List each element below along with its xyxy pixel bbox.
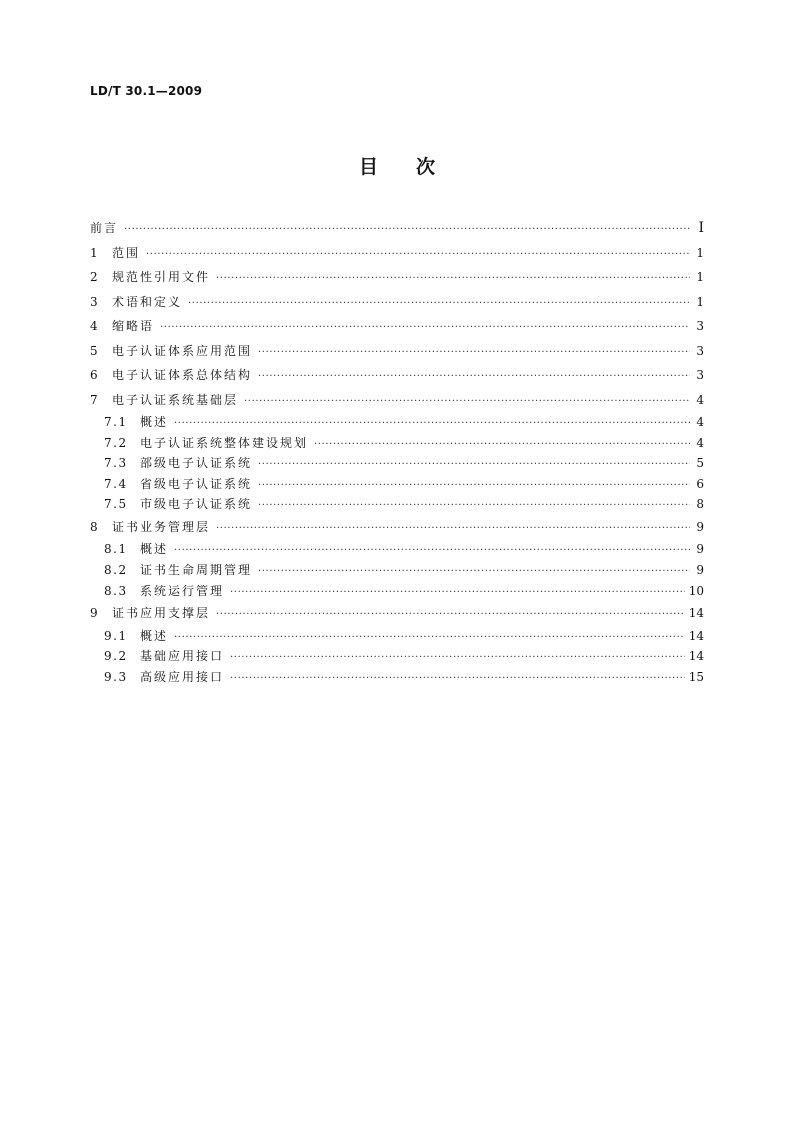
toc-entry-page: 14: [688, 606, 704, 621]
toc-entry[interactable]: [90, 241, 704, 266]
toc-entry-page: I: [698, 220, 704, 236]
toc-entry-label: 电子认证系统整体建设规划: [140, 435, 309, 450]
toc-entry-label: 规范性引用文件: [112, 270, 211, 284]
toc-entry-number: 5: [90, 343, 98, 358]
toc-entry[interactable]: [90, 363, 704, 388]
toc-entry-page: 3: [696, 343, 704, 358]
toc-leader-dots: [146, 243, 690, 268]
toc-leader-dots: [314, 435, 690, 456]
toc-entry-page: 1: [696, 270, 704, 284]
toc-leader-dots: [230, 583, 685, 604]
toc-entry-label: 省级电子认证系统: [140, 476, 253, 491]
toc-entry-label: 电子认证体系应用范围: [112, 343, 253, 358]
toc-title: 目次: [358, 156, 473, 178]
toc-entry-page: 9: [696, 542, 704, 557]
toc-leader-dots: [216, 603, 685, 628]
toc-entry[interactable]: [90, 646, 704, 667]
toc-entry[interactable]: [90, 216, 704, 241]
toc-leader-dots: [160, 316, 690, 341]
toc-leader-dots: [258, 341, 690, 366]
toc-entry-number: 9.3: [104, 669, 128, 684]
toc-entry-label: 证书业务管理层: [112, 519, 211, 534]
toc-entry-number: 8.1: [104, 542, 128, 557]
toc-entry-page: 4: [696, 392, 704, 407]
toc-entry[interactable]: [90, 339, 704, 364]
toc-entry[interactable]: [90, 290, 704, 315]
standard-code: LD/T 30.1—2009: [90, 84, 203, 98]
toc-entry-page: 4: [696, 415, 704, 429]
toc-entry-number: 9: [90, 606, 98, 621]
toc-entry[interactable]: [90, 515, 704, 540]
toc-leader-dots: [230, 669, 685, 690]
toc-entry[interactable]: [90, 314, 704, 339]
toc-entry-page: 10: [688, 583, 704, 598]
toc-entry-page: 4: [696, 435, 704, 450]
toc-entry-number: 7: [90, 392, 98, 407]
toc-leader-dots: [258, 365, 690, 390]
toc-entry-number: 6: [90, 368, 98, 382]
toc-entry-number: 8.3: [104, 583, 128, 598]
toc-entry-number: 4: [90, 319, 98, 333]
table-of-contents: [90, 216, 704, 688]
toc-entry-number: 9.2: [104, 649, 128, 664]
toc-entry[interactable]: [90, 388, 704, 413]
toc-leader-dots: [258, 476, 690, 497]
toc-entry-page: 1: [696, 245, 704, 260]
toc-entry-page: 9: [696, 563, 704, 578]
toc-entry-number: 1: [90, 245, 98, 260]
toc-entry-number: 7.4: [104, 476, 128, 491]
toc-entry[interactable]: [90, 539, 704, 560]
toc-entry-label: 概述: [140, 415, 169, 429]
toc-entry-page: 3: [696, 319, 704, 333]
toc-entry-label: 前言: [90, 221, 119, 235]
toc-entry[interactable]: [90, 453, 704, 474]
toc-entry-label: 术语和定义: [112, 294, 183, 309]
toc-leader-dots: [174, 628, 685, 649]
toc-entry[interactable]: [90, 494, 704, 515]
toc-entry-label: 基础应用接口: [140, 649, 225, 664]
toc-entry-page: 14: [688, 628, 704, 643]
toc-entry[interactable]: [90, 433, 704, 454]
toc-leader-dots: [244, 390, 690, 415]
toc-entry[interactable]: [90, 560, 704, 581]
toc-entry-label: 系统运行管理: [140, 583, 225, 598]
toc-entry-label: 市级电子认证系统: [140, 497, 253, 512]
toc-entry-label: 概述: [140, 542, 169, 557]
toc-leader-dots: [124, 218, 690, 243]
toc-entry-number: 7.5: [104, 497, 128, 512]
toc-entry[interactable]: [90, 581, 704, 602]
toc-entry-number: 3: [90, 294, 98, 309]
toc-entry-page: 15: [688, 669, 704, 684]
toc-entry-page: 6: [696, 476, 704, 491]
toc-entry-page: 8: [696, 497, 704, 512]
toc-entry-label: 高级应用接口: [140, 669, 225, 684]
toc-entry-number: 9.1: [104, 628, 128, 643]
toc-entry-number: 8.2: [104, 563, 128, 578]
toc-leader-dots: [216, 517, 690, 542]
toc-entry-label: 证书应用支撑层: [112, 606, 211, 621]
toc-entry-label: 范围: [112, 245, 141, 260]
toc-leader-dots: [230, 648, 685, 669]
toc-leader-dots: [258, 455, 690, 476]
toc-leader-dots: [258, 562, 690, 583]
toc-entry[interactable]: [90, 412, 704, 433]
toc-entry-page: 9: [696, 519, 704, 534]
toc-entry[interactable]: [90, 601, 704, 626]
toc-entry[interactable]: [90, 667, 704, 688]
toc-entry-number: 7.3: [104, 456, 128, 471]
toc-entry-label: 证书生命周期管理: [140, 563, 253, 578]
toc-entry-number: 7.2: [104, 435, 128, 450]
toc-entry-number: 7.1: [104, 415, 128, 429]
toc-entry-page: 3: [696, 368, 704, 382]
toc-entry-label: 电子认证系统基础层: [112, 392, 239, 407]
toc-leader-dots: [174, 414, 690, 435]
toc-entry-page: 1: [696, 294, 704, 309]
toc-leader-dots: [258, 496, 690, 517]
toc-leader-dots: [174, 541, 690, 562]
toc-entry-page: 14: [688, 649, 704, 664]
toc-entry-number: 2: [90, 270, 98, 284]
toc-entry[interactable]: [90, 265, 704, 290]
toc-entry[interactable]: [90, 474, 704, 495]
toc-leader-dots: [216, 267, 690, 292]
toc-entry-label: 部级电子认证系统: [140, 456, 253, 471]
toc-leader-dots: [188, 292, 690, 317]
toc-entry-page: 5: [696, 456, 704, 471]
toc-entry-label: 概述: [140, 628, 169, 643]
toc-entry-label: 电子认证体系总体结构: [112, 368, 253, 382]
toc-entry[interactable]: [90, 626, 704, 647]
toc-entry-number: 8: [90, 519, 98, 534]
toc-entry-label: 缩略语: [112, 319, 155, 333]
